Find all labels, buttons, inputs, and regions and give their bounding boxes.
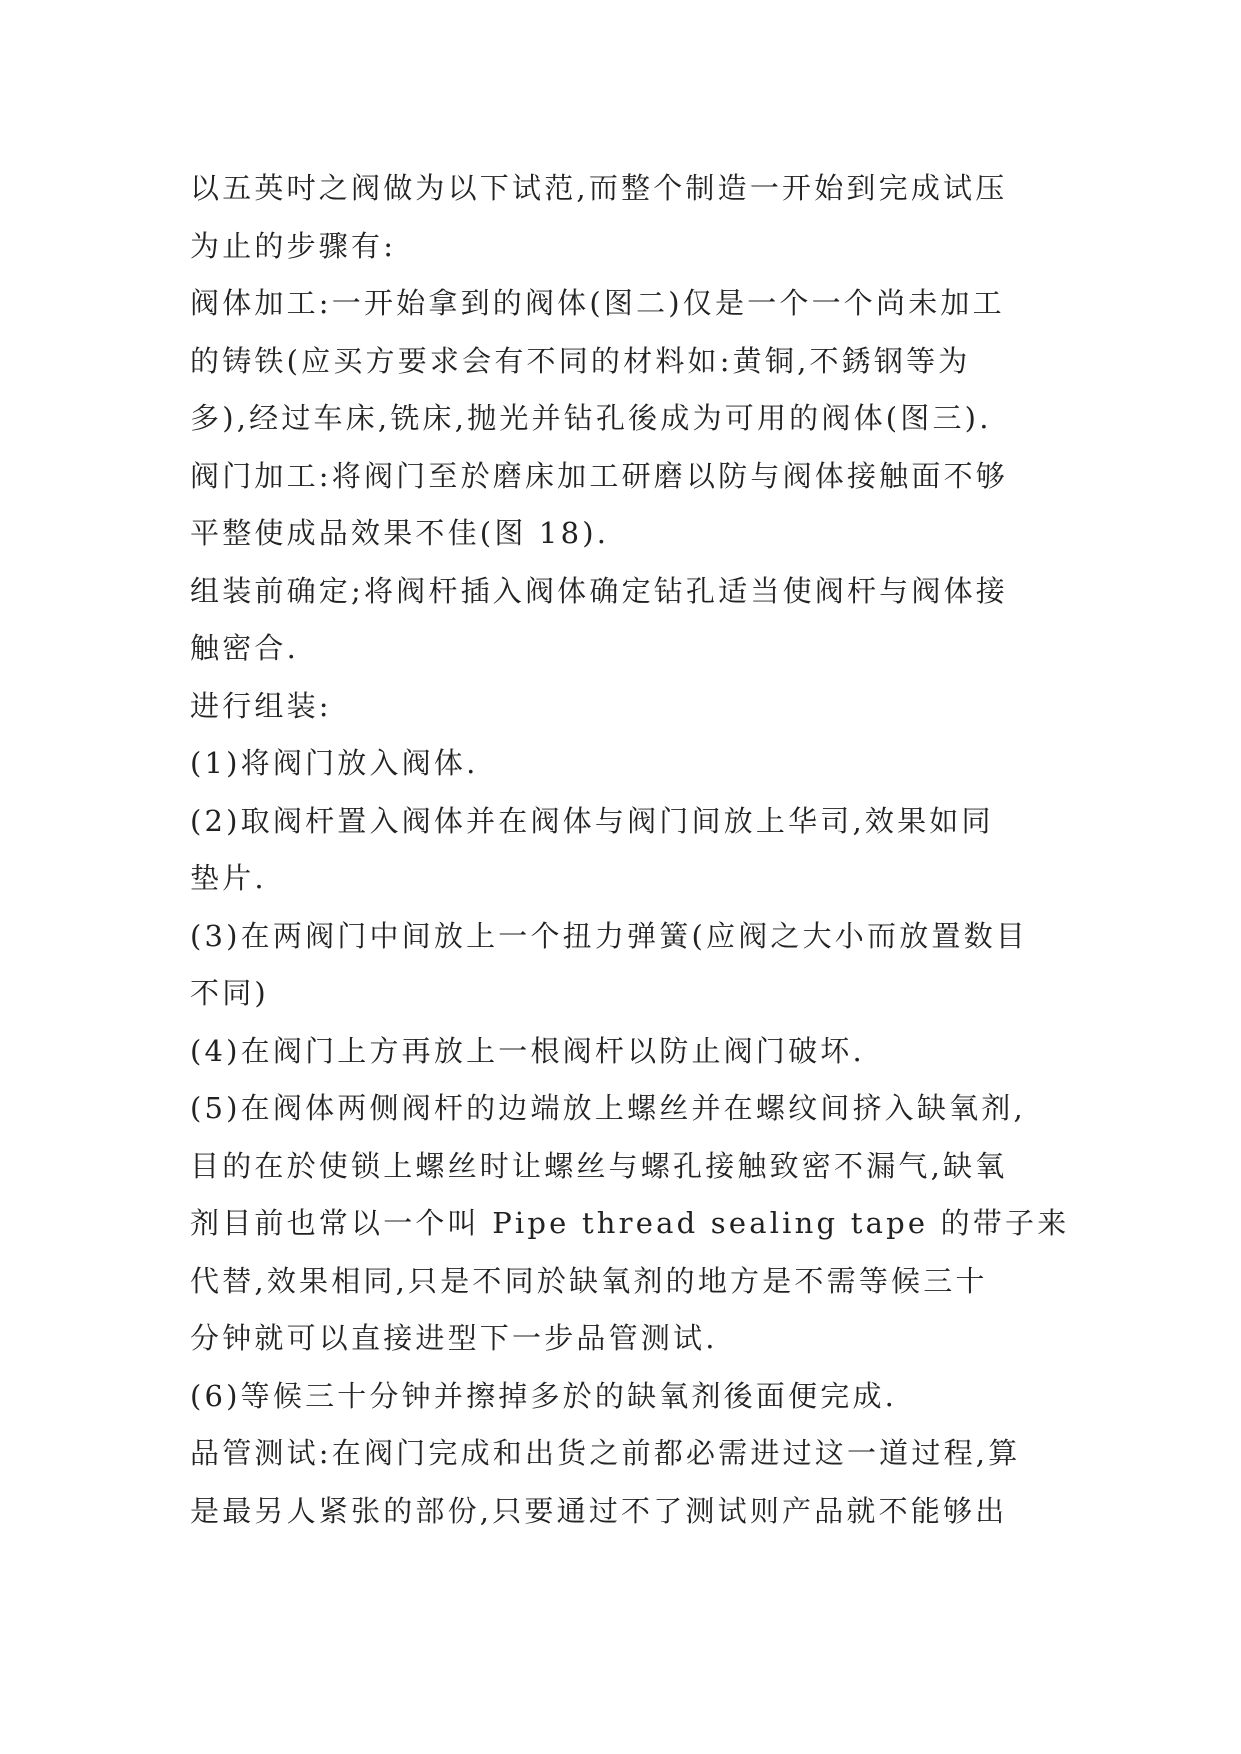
text-line: 阀门加工:将阀门至於磨床加工研磨以防与阀体接触面不够 — [190, 458, 1008, 493]
text-line: 不同) — [190, 976, 269, 1010]
text-line: 垫片. — [190, 861, 267, 895]
text-line: 以五英吋之阀做为以下试范,而整个制造一开始到完成试压 — [190, 171, 1008, 205]
text-line: 多),经过车床,铣床,抛光并钻孔後成为可用的阀体(图三). — [190, 401, 992, 435]
text-line: (6)等候三十分钟并擦掉多於的缺氧剂後面便完成. — [190, 1378, 898, 1413]
text-line: (1)将阀门放入阀体. — [190, 746, 479, 780]
text-line: 阀体加工:一开始拿到的阀体(图二)仅是一个一个尚未加工 — [190, 286, 1005, 320]
text-line: 分钟就可以直接进型下一步品管测试. — [190, 1321, 718, 1355]
document-body — [190, 160, 1070, 1540]
text-line: 的铸铁(应买方要求会有不同的材料如:黄铜,不銹钢等为 — [190, 343, 971, 378]
text-line: 为止的步骤有: — [190, 228, 397, 263]
text-line: (3)在两阀门中间放上一个扭力弹簧(应阀之大小而放置数目 — [190, 918, 1028, 953]
text-line: 代替,效果相同,只是不同於缺氧剂的地方是不需等候三十 — [190, 1263, 988, 1298]
text-line: 目的在於使锁上螺丝时让螺丝与螺孔接触致密不漏气,缺氧 — [190, 1148, 1008, 1183]
text-line: 进行组装: — [190, 688, 332, 723]
text-line: (5)在阀体两侧阀杆的边端放上螺丝并在螺纹间挤入缺氧剂, — [190, 1091, 1026, 1125]
text-line: 触密合. — [190, 631, 300, 665]
text-line: 平整使成品效果不佳(图 18). — [190, 516, 610, 550]
text-line: 是最另人紧张的部份,只要通过不了测试则产品就不能够出 — [190, 1493, 1008, 1528]
text-line: 剂目前也常以一个叫 Pipe thread sealing tape 的带子来 — [190, 1206, 1070, 1240]
text-line: 组装前确定;将阀杆插入阀体确定钻孔适当使阀杆与阀体接 — [190, 573, 1008, 608]
text-line: (2)取阀杆置入阀体并在阀体与阀门间放上华司,效果如同 — [190, 803, 994, 838]
text-line: 品管测试:在阀门完成和出货之前都必需进过这一道过程,算 — [190, 1436, 1021, 1470]
text-line: (4)在阀门上方再放上一根阀杆以防止阀门破坏. — [190, 1033, 865, 1068]
